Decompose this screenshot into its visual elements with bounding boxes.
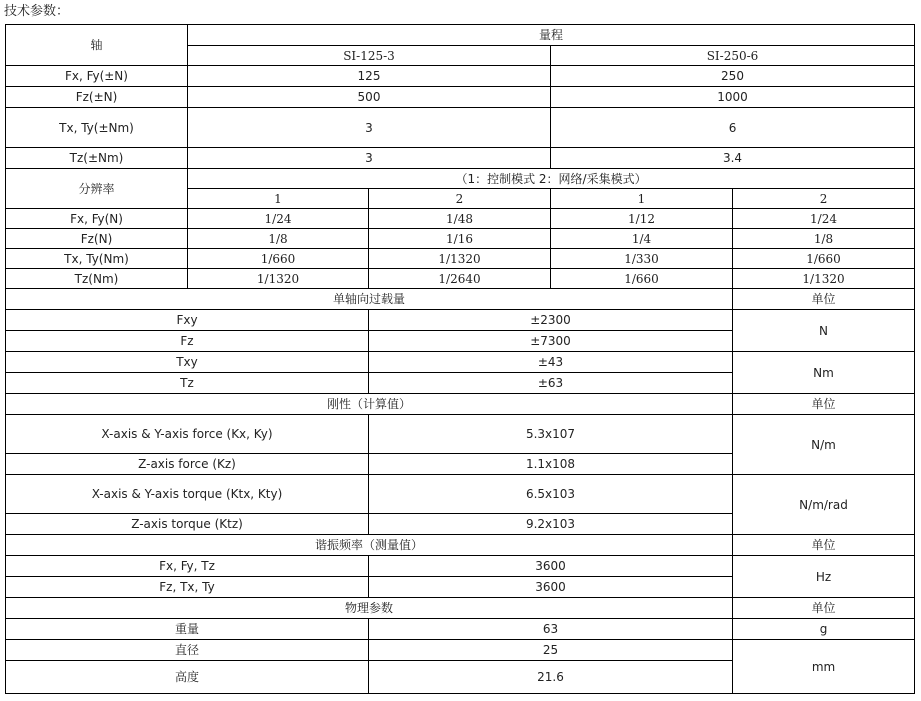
row-label: Fz <box>6 331 369 352</box>
table-cell: 6.5x103 <box>369 475 733 514</box>
row-label: 重量 <box>6 619 369 640</box>
row-label: Tz(Nm) <box>6 269 188 289</box>
model-header: SI-125-3 <box>188 46 551 66</box>
table-cell: 25 <box>369 640 733 661</box>
table-cell: 1/1320 <box>369 249 551 269</box>
table-cell: 1/8 <box>188 229 369 249</box>
unit-cell: Nm <box>733 352 915 394</box>
section-title: 物理参数 <box>6 598 733 619</box>
mode-header: 1 <box>188 189 369 209</box>
unit-header: 单位 <box>733 535 915 556</box>
table-cell: 125 <box>188 66 551 87</box>
unit-cell: N/m/rad <box>733 475 915 535</box>
row-label: Fx, Fy(±N) <box>6 66 188 87</box>
row-label: 高度 <box>6 661 369 694</box>
unit-cell: N/m <box>733 415 915 475</box>
row-label: Tx, Ty(±Nm) <box>6 108 188 148</box>
table-cell: ±43 <box>369 352 733 373</box>
table-cell: 1/8 <box>733 229 915 249</box>
table-cell: 1/4 <box>551 229 733 249</box>
table-cell: 1/16 <box>369 229 551 249</box>
row-label: 直径 <box>6 640 369 661</box>
tech-spec-table <box>5 24 915 694</box>
mode-header: 2 <box>369 189 551 209</box>
table-cell: 1/660 <box>733 249 915 269</box>
mode-note: （1：控制模式 2：网络/采集模式） <box>188 169 915 189</box>
row-label: Fz(±N) <box>6 87 188 108</box>
unit-header: 单位 <box>733 598 915 619</box>
table-cell: 3.4 <box>551 148 915 169</box>
axis-header: 轴 <box>6 25 188 66</box>
row-label: Tx, Ty(Nm) <box>6 249 188 269</box>
section-title: 刚性（计算值） <box>6 394 733 415</box>
unit-header: 单位 <box>733 394 915 415</box>
table-cell: 1/660 <box>551 269 733 289</box>
row-label: Fz, Tx, Ty <box>6 577 369 598</box>
table-cell: ±2300 <box>369 310 733 331</box>
table-cell: 1/1320 <box>733 269 915 289</box>
table-cell: 3 <box>188 148 551 169</box>
unit-cell: N <box>733 310 915 352</box>
unit-cell: Hz <box>733 556 915 598</box>
unit-header: 单位 <box>733 289 915 310</box>
table-cell: 1/24 <box>733 209 915 229</box>
mode-header: 1 <box>551 189 733 209</box>
page-heading: 技术参数： <box>4 4 70 19</box>
table-cell: 1/24 <box>188 209 369 229</box>
table-cell: 3600 <box>369 577 733 598</box>
section-title: 单轴向过载量 <box>6 289 733 310</box>
table-cell: ±7300 <box>369 331 733 352</box>
table-cell: 3 <box>188 108 551 148</box>
table-cell: 1/660 <box>188 249 369 269</box>
row-label: X-axis & Y-axis torque (Ktx, Kty) <box>6 475 369 514</box>
table-cell: 1000 <box>551 87 915 108</box>
table-cell: 1/330 <box>551 249 733 269</box>
row-label: Fx, Fy(N) <box>6 209 188 229</box>
table-cell: 1/2640 <box>369 269 551 289</box>
range-header: 量程 <box>188 25 915 46</box>
section-title: 谐振频率（测量值） <box>6 535 733 556</box>
row-label: Z-axis torque (Ktz) <box>6 514 369 535</box>
row-label: Fxy <box>6 310 369 331</box>
row-label: Tz <box>6 373 369 394</box>
table-cell: 1/1320 <box>188 269 369 289</box>
table-cell: 1/48 <box>369 209 551 229</box>
table-cell: 250 <box>551 66 915 87</box>
table-cell: 6 <box>551 108 915 148</box>
table-cell: 9.2x103 <box>369 514 733 535</box>
resolution-header: 分辨率 <box>6 169 188 209</box>
table-cell: 21.6 <box>369 661 733 694</box>
row-label: Z-axis force (Kz) <box>6 454 369 475</box>
table-cell: ±63 <box>369 373 733 394</box>
unit-cell: mm <box>733 640 915 694</box>
table-cell: 1/12 <box>551 209 733 229</box>
row-label: Fz(N) <box>6 229 188 249</box>
model-header: SI-250-6 <box>551 46 915 66</box>
row-label: Fx, Fy, Tz <box>6 556 369 577</box>
table-cell: 3600 <box>369 556 733 577</box>
table-cell: 500 <box>188 87 551 108</box>
mode-header: 2 <box>733 189 915 209</box>
unit-cell: g <box>733 619 915 640</box>
row-label: Tz(±Nm) <box>6 148 188 169</box>
table-cell: 63 <box>369 619 733 640</box>
table-cell: 5.3x107 <box>369 415 733 454</box>
row-label: X-axis & Y-axis force (Kx, Ky) <box>6 415 369 454</box>
table-cell: 1.1x108 <box>369 454 733 475</box>
row-label: Txy <box>6 352 369 373</box>
